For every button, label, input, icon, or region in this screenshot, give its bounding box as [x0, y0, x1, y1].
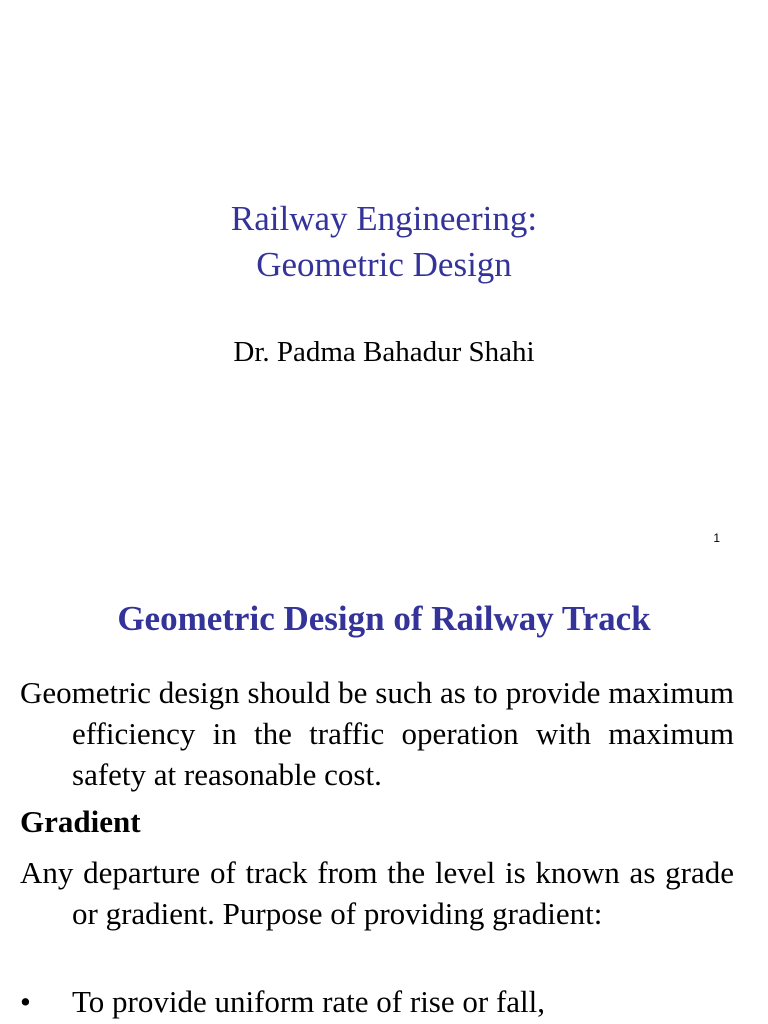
intro-paragraph: Geometric design should be such as to provide maximum efficiency in the traffic operation with maximum safety at reasonable cost. [20, 675, 734, 792]
bullet-text: To provide uniform rate of rise or fall, [72, 984, 546, 1019]
author-name: Dr. Padma Bahadur Shahi [233, 336, 535, 368]
slide-title [0, 196, 768, 288]
title-line-2: Geometric Design [256, 245, 512, 284]
gradient-paragraph: Any departure of track from the level is known as grade or gradient. Purpose of providing gradient: [20, 855, 734, 931]
title-line-1: Railway Engineering: [230, 199, 538, 238]
gradient-heading: Gradient [20, 804, 141, 839]
slide-2 [0, 576, 768, 1024]
section-title: Geometric Design of Railway Track [117, 599, 651, 638]
page-number: 1 [713, 531, 720, 545]
bullet-icon: • [20, 984, 31, 1019]
